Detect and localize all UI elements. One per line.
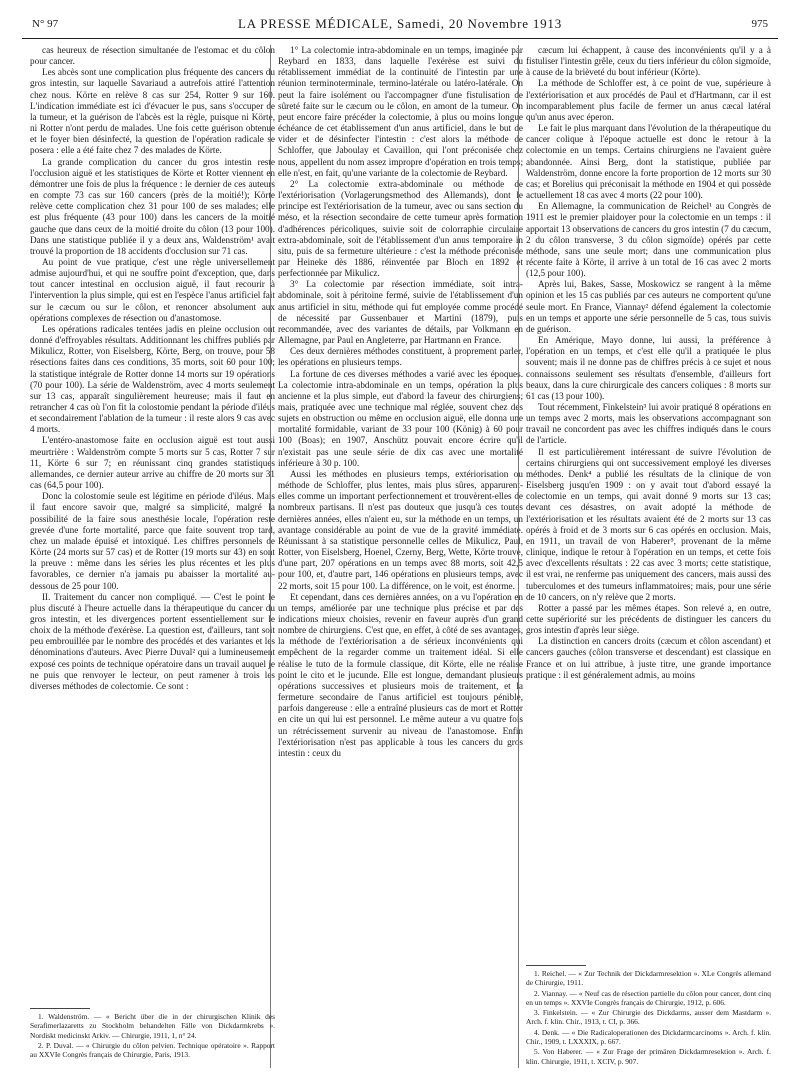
paragraph: Au point de vue pratique, c'est une règle universellement admise aujourd'hui, et qui ne souffre point d'exception, que, dans tout cancer intestinal en occlusion aiguë, il faut recourir à l'intervention la plus simple, qui est en l'espèce l'anus artificiel fait sur le cæcum ou sur le côlon, et renoncer absolument aux opérations complexes de résection ou d'anastomose. (30, 256, 275, 323)
footnote-rule (526, 965, 586, 966)
paragraph: Le fait le plus marquant dans l'évolution de la thérapeutique du cancer colique à l'époque actuelle est donc le retour à la colectomie en un temps. Certains chirurgiens ne l'avaient guère abandonnée. Ainsi Berg, dont la statistique, publiée par Waldenström, donne encore la forte proportion de 12 morts sur 30 cas; et Borelius qui préconisait la méthode en 1904 et qui possède actuellement 18 cas avec 4 morts (22 pour 100). (526, 123, 771, 201)
paragraph: Après lui, Bakes, Sasse, Moskowicz se rangent à la même opinion et les 15 cas publiés par ces auteurs ne comportent qu'une seule mort. En France, Viannay² défend également la colectomie en un temps et apporte une série personnelle de 5 cas, tous suivis de guérison. (526, 279, 771, 334)
column-2 (278, 45, 523, 759)
page-number: 975 (751, 18, 768, 30)
issue-number: N° 97 (32, 18, 59, 30)
paragraph: La grande complication du cancer du gros intestin reste l'occlusion aiguë et les statistiques de Körte et Rotter viennent en démontrer une fois de plus la fréquence : le dernier de ces auteurs en compte 73 cas sur 160 cancers (près de la moitié!); Körte relève cette complication chez 31 pour 100 de ses malades; elle est plus fréquente (43 pour 100) dans les cancers de la moitié gauche que dans ceux de la moitié droite du côlon (13 pour 100). Dans une statistique publiée il y a deux ans, Waldenström¹ avait trouvé la proportion de 18 accidents d'occlusion sur 71 cas. (30, 156, 275, 256)
publication-title: LA PRESSE MÉDICALE, Samedi, 20 Novembre 1913 (237, 16, 563, 31)
paragraph: Les abcès sont une complication plus fréquente des cancers du gros intestin, sur laquelle Savariaud a autrefois attiré l'attention chez nous. Körte en relève 8 cas sur 254, Rotter 9 sur 160. L'indication immédiate est ici d'évacuer le pus, sans s'occuper de la tumeur, et la guérison de l'abcès est la règle, puisque ni Körte, ni Rotter n'ont perdu de malades. Une fois cette guérison obtenue et le foyer bien désinfecté, la question de l'opération radicale se posera : elle a été faite chez 7 des malades de Körte. (30, 67, 275, 156)
paragraph: Rotter a passé par les mêmes étapes. Son relevé a, en outre, cette supériorité sur les précédents de distinguer les cancers du gros intestin d'après leur siège. (526, 602, 771, 636)
paragraph: La fortune de ces diverses méthodes a varié avec les époques. La colectomie intra-abdominale en un temps, opération la plus ancienne et la plus simple, eut d'abord la faveur des chirurgiens; mais, pratiquée avec une technique mal réglée, souvent chez des sujets en obstruction ou même en occlusion aiguë, elle donna une mortalité formidable, variant de 33 pour 100 (König) à 60 pour 100 (Boas); en 1907, Anschütz pouvait encore écrire qu'il n'existait pas une seule série de dix cas avec une mortalité inférieure à 30 p. 100. (278, 368, 523, 468)
footnote: 2. P. Duval. — « Chirurgie du côlon pelvien. Technique opératoire ». Rapport au XXVIe Congrès français de Chirurgie, Paris, 1913. (30, 1040, 275, 1060)
footnote: 4. Denk. — « Die Radicaloperationen des Dickdarmcarcinoms ». Arch. f. klin. Chir., 1909, t. LXXXIX, p. 667. (526, 1027, 771, 1047)
footnote-rule (30, 1008, 90, 1009)
paragraph: Donc la colostomie seule est légitime en période d'iléus. Mais il faut encore savoir que, malgré sa simplicité, malgré la possibilité de la faire sous anesthésie locale, l'opération reste grevée d'une forte mortalité, parce que faite souvent trop tard, chez un malade épuisé et intoxiqué. Les chiffres personnels de Körte (24 morts sur 57 cas) et de Rotter (19 morts sur 43) en sont la preuve : même dans les séries les plus récentes et les plus favorables, ce dernier n'a jamais pu abaisser la mortalité au-dessous de 25 pour 100. (30, 491, 275, 591)
paragraph: Il est particulièrement intéressant de suivre l'évolution de certains chirurgiens qui ont successivement employé les diverses méthodes. Denk⁴ a publié les résultats de la clinique de von Eiselsberg jusqu'en 1909 : on y avait tout d'abord essayé la colectomie en un temps, qui avait donné 9 morts sur 13 cas; devant ces désastres, on avait adopté la méthode de l'extériorisation et les résultats avaient été de 2 morts sur 13 cas opérés à froid et de 3 morts sur 6 cas opérés en occlusion. Mais, en 1911, un travail de von Haberer⁵, provenant de la même clinique, indique le retour à l'opération en un temps, et cette fois avec d'excellents résultats : 22 cas avec 3 morts; cette statistique, il est vrai, ne renferme pas uniquement des cancers, mais aussi des tuberculomes et des tumeurs inflammatoires; mais, pour une série de 10 cancers, on n'y relève que 2 morts. (526, 446, 771, 602)
footnote: 1. Waldenström. — « Bericht über die in der chirurgischen Klinik des Serafimerlazaretts zu Stockholm behandelten Fälle von Dickdarmkrebs ». Nordiskt medicinskt Arkiv. — Chirurgie, 1911, 1, n° 24. (30, 1012, 275, 1040)
paragraph: Aussi les méthodes en plusieurs temps, extériorisation ou méthode de Schloffer, plus lentes, mais plus sûres, apparurent-elles comme un important perfectionnement et trouvèrent-elles de nombreux partisans. Il n'est pas douteux que jusqu'à ces toutes dernières années, elles n'aient eu, sur la méthode en un temps, un avantage considérable au point de vue de la gravité immédiate. Réunissant à sa statistique personnelle celles de Mikulicz, Paul, Rotter, von Eiselsberg, Hoenel, Czerny, Berg, Wette, Körte trouve, d'une part, 207 opérations en un temps avec 88 morts, soit 42,5 pour 100, et, d'autre part, 146 opérations en plusieurs temps, avec 22 morts, soit 15 pour 100. La différence, on le voit, est énorme. (278, 468, 523, 591)
running-header (22, 14, 778, 39)
paragraph: En Allemagne, la communication de Reichel¹ au Congrès de 1911 est le premier plaidoyer pour la colectomie en un temps : il apportait 13 observations de cancers du gros intestin (7 du cæcum, 2 du côlon transverse, 3 du côlon sigmoïde) opérés par cette méthode, sans une seule mort; dans une communication plus récente faite à Körte, il arrive à un total de 16 cas avec 2 morts (12,5 pour 100). (526, 201, 771, 279)
paragraph: Et cependant, dans ces dernières années, on a vu l'opération en un temps, améliorée par une technique plus précise et par des indications mieux choisies, revenir en faveur auprès d'un grand nombre de chirurgiens. C'est que, en effet, à côté de ses avantages, la méthode de l'extériorisation a de sérieux inconvénients qui empêchent de la regarder comme un traitement idéal. Si elle réalise le tuto de la formule classique, dit Körte, elle ne réalise point le cito et le jucunde. Elle est longue, demandant plusieurs opérations successives et plusieurs mois de traitement, et la fermeture secondaire de l'anus artificiel est toujours pénible, parfois dangereuse : elle a entraîné plusieurs cas de mort et Rotter en cite un qui lui est personnel. Le même auteur a vu quatre fois un rétrécissement survenir au niveau de l'anastomose. Enfin l'extériorisation n'est pas applicable à tous les cancers du gros intestin : ceux du (278, 591, 523, 758)
paragraph: 2° La colectomie extra-abdominale ou méthode de l'extériorisation (Vorlagerungsmethod des Allemands), dont le principe est l'extériorisation de la tumeur, avec ou sans section du méso, et la résection secondaire de cette tumeur après formation d'adhérences péricoliques, suivie soit de colorraphie circulaire extra-abdominale, soit de l'établissement d'un anus temporaire in situ, puis de sa fermeture ultérieure : c'est la méthode préconisée par Heineke dès 1886, réinventée par Bloch en 1892 et perfectionnée par Mikulicz. (278, 178, 523, 279)
footnote: 5. Von Haberer. — « Zur Frage der primären Dickdarmresektion ». Arch. f. klin. Chirurgie, 1911, t. XCIV, p. 907. (526, 1047, 771, 1066)
footnote: 3. Finkelstein. — « Zur Chirurgie des Dickdarms, ausser dem Mastdarm ». Arch. f. klin. Chir., 1913, t. CI, p. 366. (526, 1008, 771, 1027)
footnote: 1. Reichel. — « Zur Technik der Dickdarmresektion ». XLe Congrès allemand de Chirurgie, 1911. (526, 969, 771, 988)
paragraph: La distinction en cancers droits (cæcum et côlon ascendant) et cancers gauches (côlon transverse et descendant) est classique en France et on lui attribue, à juste titre, une grande importance pratique : il est généralement admis, au moins (526, 636, 771, 680)
column-3 (526, 45, 771, 681)
paragraph: Tout récemment, Finkelstein³ lui avoir pratiqué 8 opérations en un temps avec 2 morts, mais les observations accompagnant son travail ne concordent pas avec les chiffres indiqués dans le cours de l'article. (526, 402, 771, 446)
paragraph: La méthode de Schloffer est, à ce point de vue, supérieure à l'extériorisation et aux procédés de Paul et d'Hartmann, car il est incomparablement plus facile de fermer un anus cæcal latéral qu'un anus avec éperon. (526, 78, 771, 122)
footnotes-right (526, 965, 771, 1067)
column-rule (518, 45, 519, 1068)
paragraph: En Amérique, Mayo donne, lui aussi, la préférence à l'opération en un temps, et c'est elle qu'il a pratiquée le plus souvent; mais il ne donne pas de chiffres précis à ce sujet et nous connaissons seulement ses résultats d'ensemble, d'ailleurs fort beaux, dans la cure chirurgicale des cancers coliques : 8 morts sur 61 cas (13 pour 100). (526, 335, 771, 401)
footnote: 2. Viannay. — « Neuf cas de résection partielle du côlon pour cancer, dont cinq en un temps ». XXVIe Congrès français de Chirurgie, 1912, p. 606. (526, 988, 771, 1007)
section-paragraph: II. Traitement du cancer non compliqué. — C'est le point le plus discuté à l'heure actuelle dans la thérapeutique du cancer du gros intestin, et les divergences portent essentiellement sur le choix de la méthode d'exérèse. La question est, d'ailleurs, tant soit peu embrouillée par le nombre des procédés et des variantes et les dénominations d'auteurs. Avec Pierre Duval² qui a lumineusement exposé ces points de technique opératoire dans un travail auquel je ne puis que renvoyer le lecteur, on peut ramener à trois les diverses méthodes de colectomie. Ce sont : (30, 591, 275, 691)
paragraph: cæcum lui échappent, à cause des inconvénients qu'il y a à fistuliser l'intestin grêle, ceux du tiers inférieur du côlon sigmoïde, à cause de la brièveté du bout inférieur (Körte). (526, 45, 771, 78)
column-rule (270, 45, 271, 1068)
paragraph: 3° La colectomie par résection immédiate, soit intra-abdominale, soit à péritoine fermé, suivie de l'établissement d'un anus artificiel in situ, méthode qui fut employée comme procédé de nécessité par Gussenbauer et Martini (1879), puis recommandée, avec des variantes de détails, par Volkmann en Allemagne, par Paul en Angleterre, par Hartmann en France. (278, 279, 523, 346)
paragraph: cas heureux de résection simultanée de l'estomac et du côlon pour cancer. (30, 45, 275, 67)
paragraph: Ces deux dernières méthodes constituent, à proprement parler, les opérations en plusieurs temps. (278, 346, 523, 368)
column-1 (30, 45, 275, 692)
paragraph: Les opérations radicales tentées jadis en pleine occlusion ont donné d'effroyables résultats. Additionnant les chiffres publiés par Mikulicz, Rotter, von Eiselsberg, Körte, Berg, on trouve, pour 58 résections faites dans ces conditions, 35 morts, soit 60 pour 100; la statistique intégrale de Rotter donne 14 morts sur 19 opérations (70 pour 100). La série de Waldenström, avec 4 morts seulement sur 13 cas, apparaît singulièrement heureuse; mais il faut en retrancher 4 cas où l'on fit la colostomie pendant la période d'iléus et secondairement l'ablation de la tumeur : il reste alors 9 cas avec 4 morts. (30, 323, 275, 435)
paragraph: 1° La colectomie intra-abdominale en un temps, imaginée par Reybard en 1833, dans laquelle l'exérèse est suivi du rétablissement immédiat de la continuité de l'intestin par une réunion terminoterminale, termino-latérale ou latéro-latérale. On peut la faire isolément ou l'accompagner d'une fistulisation de sûreté faite sur le cæcum ou le côlon, en amont de la tumeur. On peut encore faire précéder la colectomie, à plus ou moins longue échéance de cet établissement d'un anus artificiel, dans le but de vider et de désinfecter l'intestin : c'est alors la méthode de Schloffer, que Jaboulay et Cavaillon, qui l'ont préconisée chez nous, appellent du nom assez impropre d'opération en trois temps; elle n'est, en fait, qu'une variante de la colectomie de Reybard. (278, 45, 523, 178)
footnotes-left (30, 1008, 275, 1060)
paragraph: L'entéro-anastomose faite en occlusion aiguë est tout aussi meurtrière : Waldenström compte 5 morts sur 5 cas, Rotter 7 sur 11, Körte 6 sur 7; en réunissant cinq grandes statistiques allemandes, ce dernier auteur arrive au chiffre de 20 morts sur 31 cas (64,5 pour 100). (30, 435, 275, 491)
